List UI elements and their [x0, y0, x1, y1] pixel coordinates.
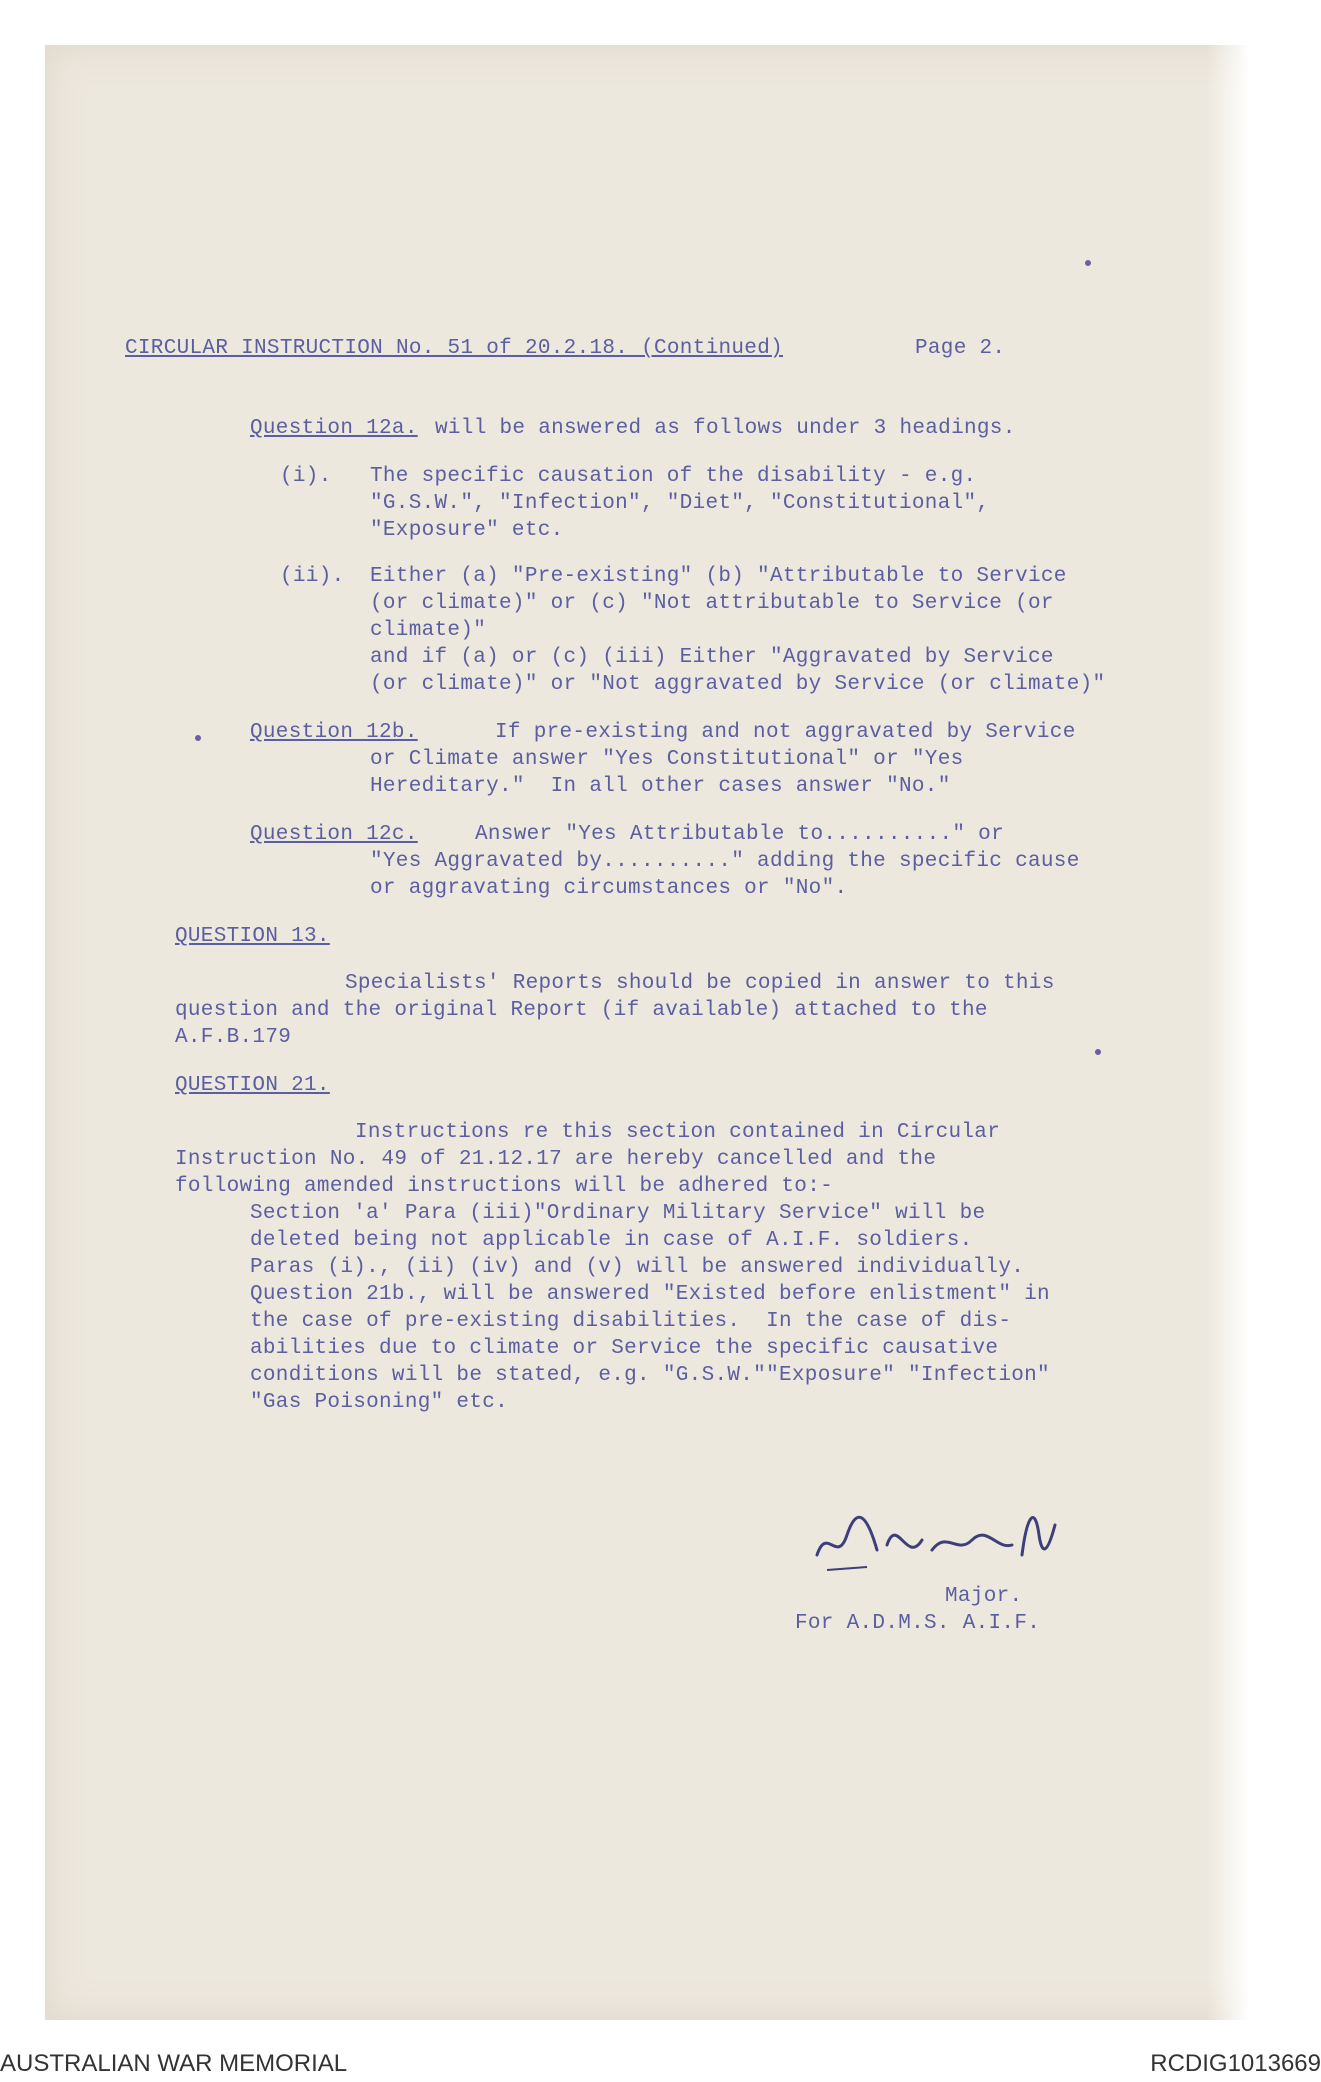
- torn-edge: [1207, 45, 1267, 2020]
- q12a-i-number: (i).: [280, 465, 332, 488]
- q12a-ii-number: (ii).: [280, 565, 345, 588]
- q12b-line: Hereditary." In all other cases answer "No.": [370, 775, 951, 798]
- handwritten-signature: [807, 1495, 1107, 1585]
- q21-line: the case of pre-existing disabilities. In the case of dis-: [250, 1310, 1012, 1333]
- q12c-label: Question 12c.: [250, 823, 418, 846]
- q12a-i-line: The specific causation of the disability - e.g.: [370, 465, 977, 488]
- q21-line: abilities due to climate or Service the specific causative: [250, 1337, 999, 1360]
- q21-line: Instruction No. 49 of 21.12.17 are hereby cancelled and the: [175, 1148, 937, 1171]
- page-number: Page 2.: [915, 337, 1006, 360]
- document-heading: CIRCULAR INSTRUCTION No. 51 of 20.2.18. (Continued): [125, 337, 784, 360]
- footer-record-id: RCDIG1013669: [1150, 2050, 1321, 2077]
- q12c-line: or aggravating circumstances or "No".: [370, 877, 848, 900]
- q12a-i-line: "G.S.W.", "Infection", "Diet", "Constitutional",: [370, 492, 990, 515]
- q12b-line: or Climate answer "Yes Constitutional" or "Yes: [370, 748, 964, 771]
- q21-line: following amended instructions will be adhered to:-: [175, 1175, 834, 1198]
- q12a-ii-line: (or climate)" or "Not aggravated by Service (or climate)": [370, 673, 1106, 696]
- q21-line: Instructions re this section contained in Circular: [355, 1121, 1001, 1144]
- q13-line: A.F.B.179: [175, 1026, 292, 1049]
- document-page: [45, 45, 1267, 2020]
- q21-line: "Gas Poisoning" etc.: [250, 1391, 509, 1414]
- q12a-ii-line: (or climate)" or (c) "Not attributable to Service (or: [370, 592, 1054, 615]
- q21-line: Section 'a' Para (iii)"Ordinary Military Service" will be: [250, 1202, 986, 1225]
- signatory-for-line: For A.D.M.S. A.I.F.: [795, 1612, 1041, 1635]
- footer-archive-name: AUSTRALIAN WAR MEMORIAL: [0, 2050, 348, 2077]
- q12a-i-line: "Exposure" etc.: [370, 519, 564, 542]
- q12a-ii-line: Either (a) "Pre-existing" (b) "Attributable to Service: [370, 565, 1067, 588]
- q21-line: Paras (i)., (ii) (iv) and (v) will be answered individually.: [250, 1256, 1025, 1279]
- ink-spot: [195, 735, 201, 741]
- q12a-label: Question 12a.: [250, 417, 418, 440]
- q12a-ii-line: and if (a) or (c) (iii) Either "Aggravated by Service: [370, 646, 1054, 669]
- q12a-intro: will be answered as follows under 3 headings.: [435, 417, 1016, 440]
- q21-line: conditions will be stated, e.g. "G.S.W.""Exposure" "Infection": [250, 1364, 1050, 1387]
- q13-line: Specialists' Reports should be copied in answer to this: [345, 972, 1055, 995]
- q21-line: deleted being not applicable in case of A.I.F. soldiers.: [250, 1229, 973, 1252]
- q12c-line: "Yes Aggravated by.........." adding the specific cause: [370, 850, 1080, 873]
- q12c-line: Answer "Yes Attributable to.........." or: [475, 823, 1004, 846]
- q13-label: QUESTION 13.: [175, 925, 330, 948]
- ink-spot: [1095, 1049, 1101, 1055]
- q12b-line: If pre-existing and not aggravated by Service: [495, 721, 1076, 744]
- ink-spot: [1085, 260, 1091, 266]
- q13-line: question and the original Report (if available) attached to the: [175, 999, 988, 1022]
- q12b-label: Question 12b.: [250, 721, 418, 744]
- signatory-rank: Major.: [945, 1585, 1023, 1608]
- q21-label: QUESTION 21.: [175, 1074, 330, 1097]
- q12a-ii-line: climate)": [370, 619, 487, 642]
- q21-line: Question 21b., will be answered "Existed before enlistment" in: [250, 1283, 1050, 1306]
